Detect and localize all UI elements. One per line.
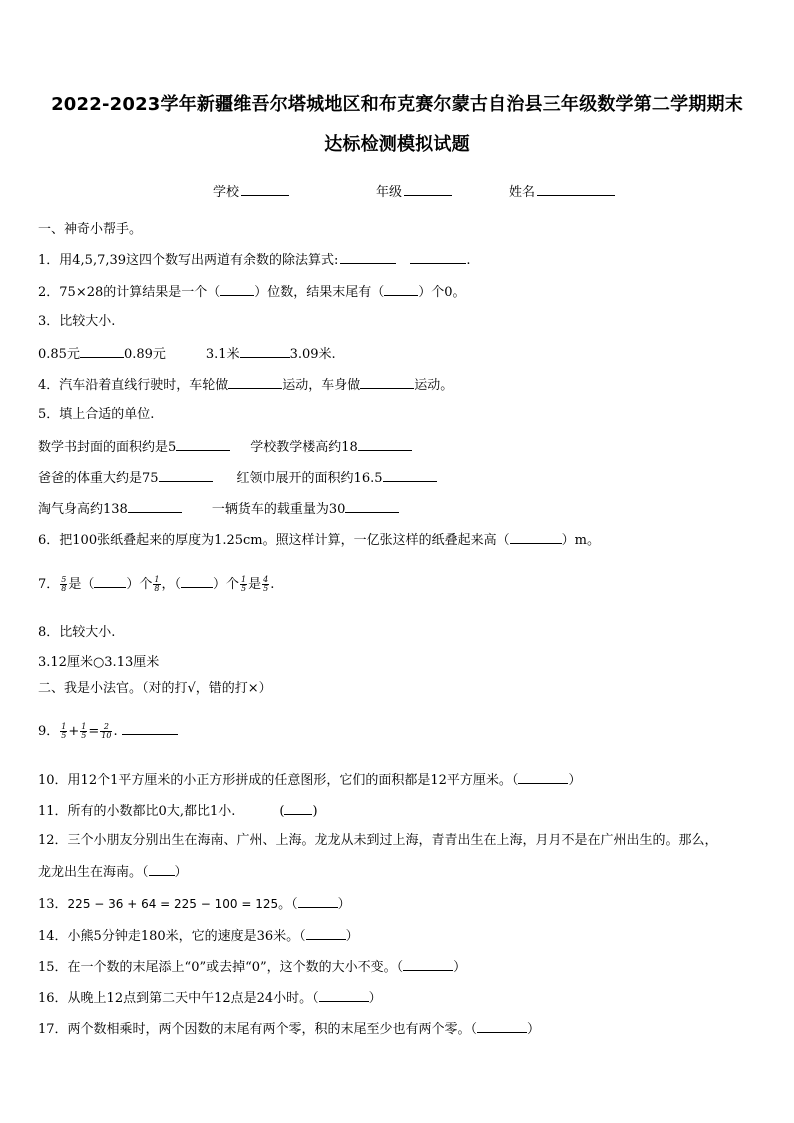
answer-blank[interactable]	[220, 283, 254, 296]
question-4	[38, 376, 453, 394]
answer-blank[interactable]	[403, 958, 453, 971]
question-5-row	[38, 500, 399, 518]
question-9-end: .	[113, 724, 118, 739]
answer-blank[interactable]	[228, 376, 282, 389]
unit-item: 红领巾展开的面积约16.5	[236, 471, 383, 486]
question-5-row	[38, 438, 412, 456]
name-field	[509, 181, 615, 200]
question-8-comparison: 3.12厘米○3.13厘米	[38, 655, 160, 670]
question-12-line2	[38, 863, 188, 881]
math-operator: +	[68, 724, 80, 739]
question-16	[38, 989, 382, 1007]
question-10	[38, 771, 581, 789]
answer-blank[interactable]	[159, 469, 213, 482]
question-4-text: 运动。	[414, 378, 454, 393]
answer-blank[interactable]	[319, 989, 369, 1002]
answer-blank[interactable]	[240, 345, 290, 358]
question-7-text: 是（	[68, 577, 95, 592]
name-label: 姓名	[509, 185, 536, 200]
question-14-text: ）	[345, 929, 359, 944]
question-13-equation: 225 − 36 + 64 = 225 − 100 = 125	[67, 897, 279, 911]
grade-label: 年级	[376, 185, 403, 200]
question-14-text: 14．小熊5分钟走180米，它的速度是36米。（	[38, 929, 306, 944]
fraction: $\frac{5}{8}$	[61, 575, 67, 593]
question-6-text: ）m。	[561, 533, 600, 548]
section1-heading: 一、神奇小帮手。	[38, 222, 143, 237]
question-16-text: ）	[368, 991, 382, 1006]
answer-blank[interactable]	[358, 438, 412, 451]
question-15-text: 15．在一个数的末尾添上“0”或去掉“0”，这个数的大小不变。（	[38, 960, 404, 975]
question-3: 3．比较大小.	[38, 314, 116, 329]
question-12-text: 龙龙出生在海南。（	[38, 865, 149, 880]
question-13	[38, 895, 351, 913]
question-1	[38, 251, 471, 269]
question-1-text: 1．用4,5,7,39这四个数写出两道有余数的除法算式:	[38, 253, 339, 268]
question-2-text: ）个0。	[418, 285, 466, 300]
school-field	[213, 181, 289, 200]
fraction: $\frac{1}{8}$	[154, 575, 160, 593]
exam-title-line2: 达标检测模拟试题	[324, 134, 470, 155]
question-7-text: 是	[248, 577, 262, 592]
name-blank[interactable]	[537, 183, 615, 196]
compare-value: 0.85元	[38, 347, 80, 362]
question-15-text: ）	[453, 960, 467, 975]
question-2-text: 2．75×28的计算结果是一个（	[38, 285, 221, 300]
question-17	[38, 1020, 540, 1038]
answer-blank[interactable]	[176, 438, 230, 451]
math-operator: =	[88, 724, 100, 739]
fraction: $\frac{4}{5}$	[263, 575, 269, 593]
question-7	[38, 575, 274, 593]
section2-heading: 二、我是小法官。（对的打√，错的打×）	[38, 681, 272, 696]
answer-blank[interactable]	[477, 1020, 527, 1033]
answer-blank[interactable]	[284, 802, 312, 815]
answer-blank[interactable]	[306, 927, 346, 940]
question-15	[38, 958, 466, 976]
question-10-text: ）	[568, 773, 582, 788]
compare-value: 3.1米	[205, 347, 240, 362]
unit-item: 数学书封面的面积约是5	[38, 440, 177, 455]
question-4-text: 4．汽车沿着直线行驶时，车轮做	[38, 378, 229, 393]
question-9-number: 9．	[38, 724, 60, 739]
answer-blank[interactable]	[518, 771, 568, 784]
answer-blank[interactable]	[410, 251, 466, 264]
question-1-end: .	[466, 253, 471, 268]
school-label: 学校	[213, 185, 240, 200]
question-17-text: ）	[527, 1022, 541, 1037]
grade-blank[interactable]	[404, 183, 452, 196]
question-4-text: 运动，车身做	[282, 378, 361, 393]
question-11-text: )	[312, 804, 318, 819]
unit-item: 爸爸的体重大约是75	[38, 471, 159, 486]
answer-blank[interactable]	[122, 722, 178, 735]
question-7-text: ，（	[161, 577, 182, 592]
question-11-text: 11．所有的小数都比0大,都比1小.	[38, 804, 236, 819]
exam-title-line1: 2022-2023学年新疆维吾尔塔城地区和布克赛尔蒙古自治县三年级数学第二学期期末	[51, 94, 743, 115]
question-7-number: 7．	[38, 577, 60, 592]
answer-blank[interactable]	[149, 863, 175, 876]
answer-blank[interactable]	[510, 531, 562, 544]
answer-blank[interactable]	[360, 376, 414, 389]
question-7-text: .	[270, 577, 275, 592]
question-16-text: 16．从晚上12点到第二天中午12点是24小时。（	[38, 991, 319, 1006]
question-7-text: ）个	[213, 577, 240, 592]
fraction: $\frac{1}{5}$	[241, 575, 247, 593]
answer-blank[interactable]	[181, 575, 213, 588]
answer-blank[interactable]	[383, 469, 437, 482]
answer-blank[interactable]	[298, 895, 338, 908]
question-6	[38, 531, 600, 549]
question-14	[38, 927, 359, 945]
question-12-line1: 12．三个小朋友分别出生在海南、广州、上海。龙龙从未到过上海，青青出生在上海，月月不是在广州出生的。那么，	[38, 833, 718, 848]
grade-field	[376, 181, 452, 200]
unit-item: 淘气身高约138	[38, 502, 128, 517]
question-10-text: 10．用12个1平方厘米的小正方形拼成的任意图形，它们的面积都是12平方厘米。（	[38, 773, 519, 788]
answer-blank[interactable]	[94, 575, 126, 588]
question-13-number: 13．	[38, 897, 68, 912]
question-9	[38, 722, 178, 740]
fraction: $\frac{1}{5}$	[81, 722, 87, 740]
question-8: 8．比较大小.	[38, 625, 116, 640]
fraction: $\frac{1}{5}$	[61, 722, 67, 740]
unit-item: 学校教学楼高约18	[250, 440, 358, 455]
question-11	[38, 802, 318, 820]
compare-value: 0.89元	[123, 347, 166, 362]
question-2-text: ）位数，结果末尾有（	[254, 285, 385, 300]
question-11-text: (	[279, 804, 285, 819]
fraction: $\frac{2}{10}$	[101, 722, 112, 740]
answer-blank[interactable]	[80, 345, 124, 358]
question-13-text: 。（	[278, 897, 298, 912]
question-5: 5．填上合适的单位.	[38, 407, 155, 422]
question-13-text: ）	[337, 897, 351, 912]
question-6-text: 6．把100张纸叠起来的厚度为1.25cm。照这样计算，一亿张这样的纸叠起来高（	[38, 533, 510, 548]
question-3-comparisons	[38, 345, 336, 363]
question-2	[38, 283, 466, 301]
question-5-row	[38, 469, 437, 487]
school-blank[interactable]	[241, 183, 289, 196]
unit-item: 一辆货车的载重量为30	[211, 502, 346, 517]
question-17-text: 17．两个数相乘时，两个因数的末尾有两个零，积的末尾至少也有两个零。（	[38, 1022, 478, 1037]
compare-value: 3.09米.	[289, 347, 336, 362]
question-7-text: ）个	[126, 577, 153, 592]
answer-blank[interactable]	[128, 500, 182, 513]
question-12-text: ）	[174, 865, 188, 880]
answer-blank[interactable]	[345, 500, 399, 513]
answer-blank[interactable]	[340, 251, 396, 264]
answer-blank[interactable]	[384, 283, 418, 296]
